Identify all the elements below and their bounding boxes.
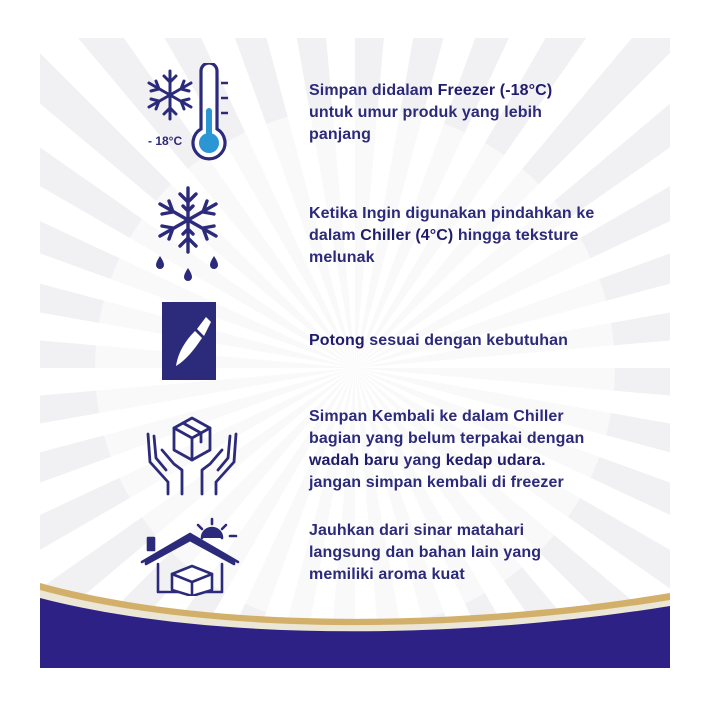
- body-text: Simpan Kembali ke dalam Chiller: [309, 408, 564, 425]
- body-text: hingga teksture: [453, 227, 579, 244]
- emphasis-text: Freezer (-18°C): [437, 82, 553, 99]
- body-text: memiliki aroma kuat: [309, 566, 465, 583]
- emphasis-text: kedap udara: [445, 452, 542, 469]
- body-text: melunak: [309, 249, 375, 266]
- body-text: untuk umur produk yang lebih: [309, 104, 543, 121]
- body-text: langsung dan bahan lain yang: [309, 544, 542, 561]
- temperature-label: - 18°C: [148, 134, 183, 148]
- body-text: jangan simpan kembali di freezer: [309, 474, 564, 491]
- body-text: bagian yang belum terpakai dengan: [309, 430, 585, 447]
- body-text: Jauhkan dari sinar matahari: [309, 522, 525, 539]
- storage-instructions-card: [40, 38, 670, 668]
- body-text: Simpan didalam: [309, 82, 438, 99]
- body-text: sesuai dengan kebutuhan: [364, 332, 569, 349]
- body-text: .: [541, 452, 546, 469]
- body-text: yang: [398, 452, 446, 469]
- body-text: dalam: [309, 227, 361, 244]
- body-text: Ketika Ingin digunakan pindahkan ke: [309, 205, 595, 222]
- emphasis-text: Potong: [309, 332, 365, 349]
- emphasis-text: wadah baru: [309, 452, 399, 469]
- emphasis-text: Chiller (4°C): [360, 227, 454, 244]
- bottom-wave-band: [40, 38, 670, 668]
- body-text: panjang: [309, 126, 372, 143]
